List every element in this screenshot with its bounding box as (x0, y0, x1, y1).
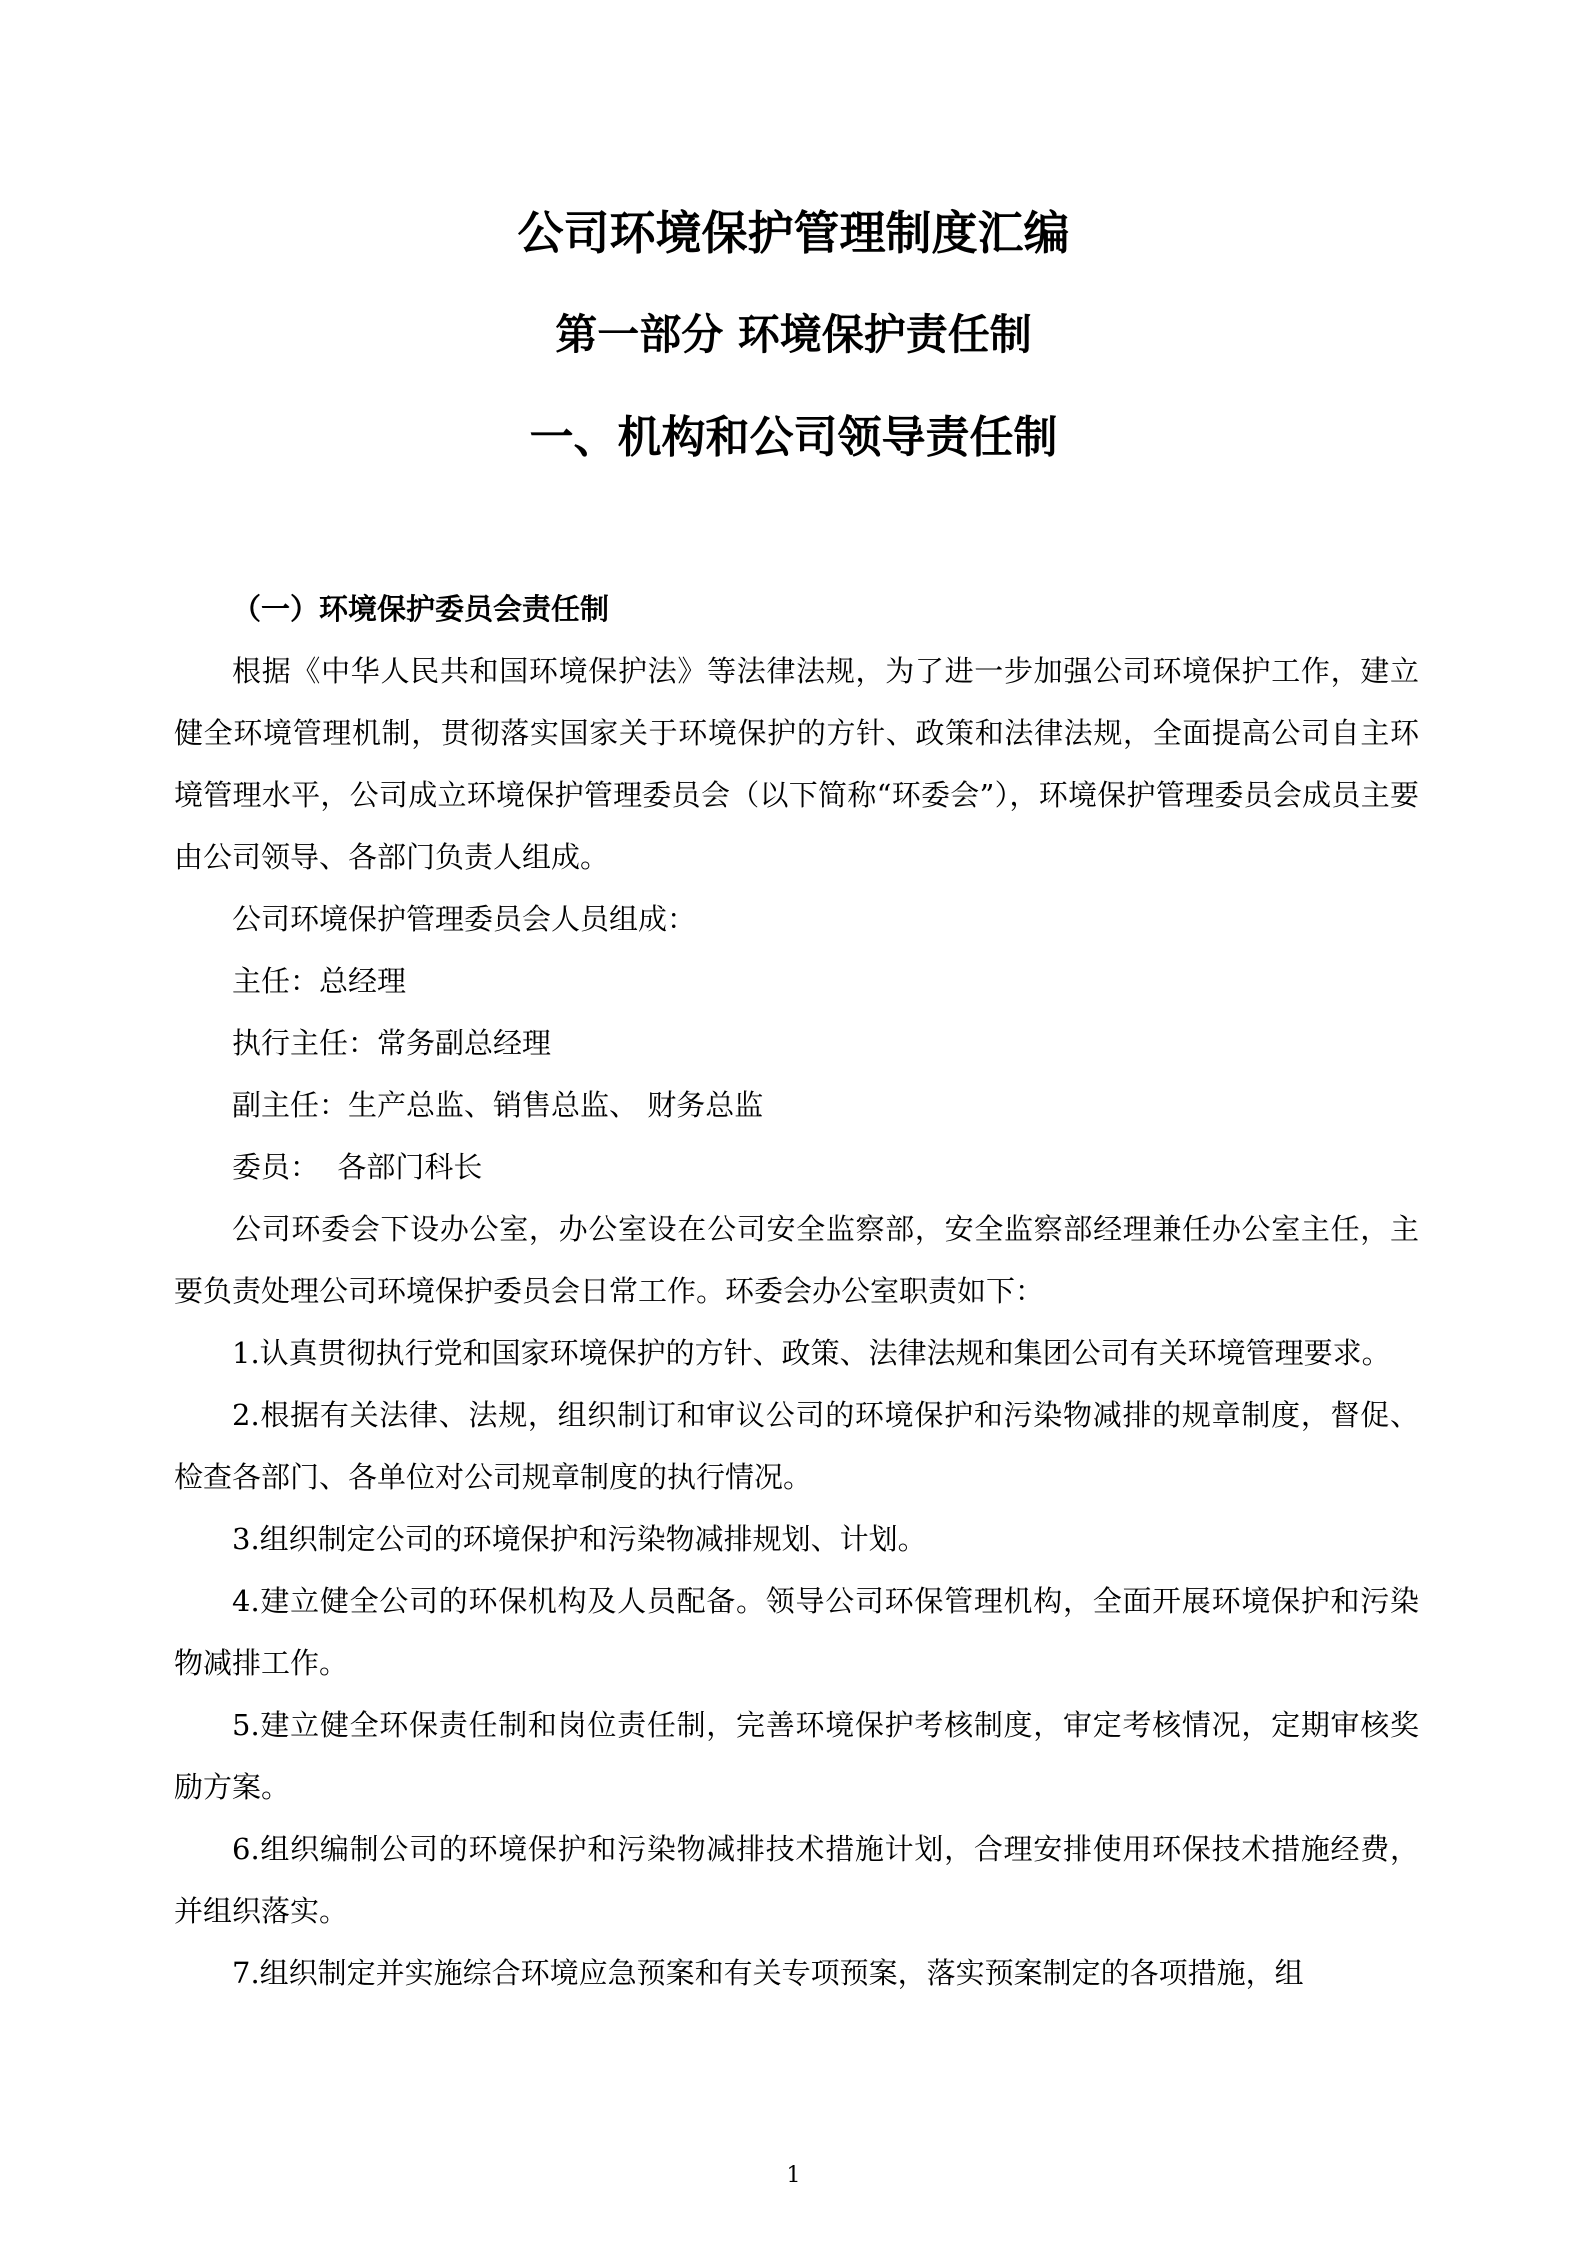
paragraph: 主任：总经理 (232, 964, 407, 998)
document-body (174, 578, 1419, 2004)
list-item: 1.认真贯彻执行党和国家环境保护的方针、政策、法律法规和集团公司有关环境管理要求。 (232, 1336, 1391, 1370)
list-item: 7.组织制定并实施综合环境应急预案和有关专项预案，落实预案制定的各项措施，组 (232, 1956, 1304, 1990)
list-item: 4.建立健全公司的环保机构及人员配备。领导公司环保管理机构，全面开展环境保护和污染物减排工作。 (174, 1584, 1419, 1680)
page-number: 1 (786, 2163, 801, 2188)
list-item: 6.组织编制公司的环境保护和污染物减排技术措施计划，合理安排使用环保技术措施经费，并组织落实。 (174, 1832, 1419, 1928)
part-title: 第一部分 环境保护责任制 (555, 310, 1032, 359)
list-item: 3.组织制定公司的环境保护和污染物减排规划、计划。 (232, 1522, 927, 1556)
paragraph: 根据《中华人民共和国环境保护法》等法律法规，为了进一步加强公司环境保护工作，建立健全环境管理机制，贯彻落实国家关于环境保护的方针、政策和法律法规，全面提高公司自主环境管理水平，公司成立环境保护管理委员会（以下简称“环委会”），环境保护管理委员会成员主要由公司领导、各部门负责人组成。 (174, 654, 1419, 874)
subsection-title: （一）环境保护委员会责任制 (232, 592, 610, 626)
paragraph: 副主任：生产总监、销售总监、 财务总监 (232, 1088, 764, 1122)
list-item: 5.建立健全环保责任制和岗位责任制，完善环境保护考核制度，审定考核情况，定期审核奖励方案。 (174, 1708, 1419, 1804)
section-title: 一、机构和公司领导责任制 (529, 412, 1058, 463)
list-item: 2.根据有关法律、法规，组织制订和审议公司的环境保护和污染物减排的规章制度，督促、检查各部门、各单位对公司规章制度的执行情况。 (174, 1398, 1419, 1494)
document-title: 公司环境保护管理制度汇编 (517, 206, 1070, 260)
paragraph: 执行主任：常务副总经理 (232, 1026, 552, 1060)
paragraph: 公司环委会下设办公室，办公室设在公司安全监察部，安全监察部经理兼任办公室主任，主要负责处理公司环境保护委员会日常工作。环委会办公室职责如下： (174, 1212, 1419, 1308)
paragraph: 委员： 各部门科长 (232, 1150, 483, 1184)
paragraph: 公司环境保护管理委员会人员组成： (232, 902, 697, 936)
